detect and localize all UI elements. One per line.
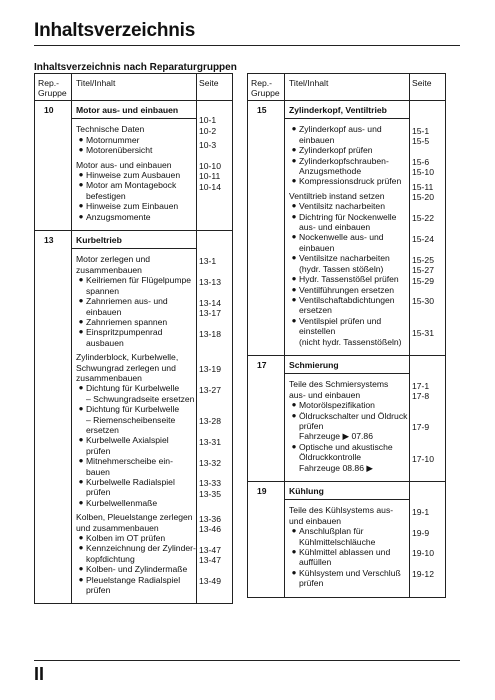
- section: [289, 505, 409, 588]
- list-item: [289, 232, 409, 253]
- header-group: Rep.- Gruppe: [38, 78, 67, 99]
- item-page: 15-27: [412, 265, 434, 276]
- bullet-icon: ●: [291, 124, 297, 134]
- item-page: 13-49: [199, 576, 221, 587]
- bullet-icon: ●: [291, 274, 297, 284]
- item-page: 15-30: [412, 296, 434, 307]
- list-item: [289, 285, 409, 295]
- item-text: Nockenwelle aus- und einbauen: [299, 232, 384, 253]
- group-title: Kurbeltrieb: [72, 235, 196, 249]
- bullet-icon: ●: [78, 543, 84, 553]
- group-title: Kühlung: [285, 486, 409, 500]
- group-number: [248, 101, 284, 355]
- section-pages: [412, 496, 445, 579]
- title-rule: [34, 45, 460, 46]
- bullet-icon: ●: [291, 284, 297, 294]
- bullet-icon: ●: [78, 497, 84, 507]
- bullet-icon: ●: [291, 526, 297, 536]
- item-page: 13-33: [199, 478, 221, 489]
- bullet-icon: ●: [291, 201, 297, 211]
- section-heading: Ventiltrieb instand setzen: [289, 190, 385, 201]
- list-item: [289, 568, 409, 589]
- section-heading: Technische Daten: [76, 124, 145, 135]
- item-page: 10-10: [199, 161, 221, 172]
- page-spacer: [412, 105, 445, 115]
- item-page: 13-35: [199, 488, 221, 499]
- item-page: 13-17: [199, 307, 221, 318]
- group-pages: [409, 101, 445, 355]
- header-title: Titel/Inhalt: [284, 74, 409, 100]
- bullet-icon: ●: [78, 533, 84, 543]
- page-spacer: [412, 486, 445, 496]
- group-content: [71, 101, 196, 230]
- item-text: Kühlmittel ablassen und auffüllen: [299, 547, 391, 568]
- item-page: 15-5: [412, 136, 430, 147]
- group-title: Zylinderkopf, Ventiltrieb: [285, 105, 409, 119]
- item-page: 19-10: [412, 548, 434, 559]
- document-title: Inhaltsverzeichnis: [34, 20, 196, 41]
- table-header: [248, 74, 445, 101]
- group-row: [248, 101, 445, 356]
- section: [289, 124, 409, 186]
- item-page: 10-2: [199, 125, 217, 136]
- list-item: [76, 275, 196, 296]
- table-header: [35, 74, 232, 101]
- group-pages: [196, 231, 232, 603]
- list-item: [76, 201, 196, 211]
- list-item: [76, 575, 196, 596]
- group-number-text: 17: [257, 359, 267, 370]
- item-page: 10-1: [199, 115, 217, 126]
- section-heading-page: 15-11: [412, 181, 434, 192]
- item-page: 13-47: [199, 555, 221, 566]
- section-pages: [199, 503, 232, 586]
- group-pages: [409, 482, 445, 597]
- toc-table-right: [247, 73, 446, 598]
- item-text: Mitnehmerscheibe ein- bauen: [86, 456, 173, 477]
- group-row: [35, 101, 232, 231]
- bullet-icon: ●: [291, 294, 297, 304]
- item-page: 13-47: [199, 544, 221, 555]
- bullet-icon: ●: [291, 410, 297, 420]
- bullet-icon: ●: [78, 574, 84, 584]
- bullet-icon: ●: [78, 456, 84, 466]
- item-page: 17-9: [412, 422, 430, 433]
- item-text: Kühlsystem und Verschluß prüfen: [299, 567, 401, 589]
- group-number: [248, 356, 284, 481]
- bullet-icon: ●: [78, 134, 84, 144]
- bullet-icon: ●: [78, 435, 84, 445]
- bullet-icon: ●: [291, 155, 297, 165]
- list-item: [76, 383, 196, 404]
- bullet-icon: ●: [78, 327, 84, 337]
- item-text: Dichtung für Kurbelwelle – Schwungradseite ersetzen: [86, 383, 195, 404]
- page-spacer: [199, 105, 232, 115]
- item-page: 10-11: [199, 171, 221, 182]
- item-text: Kurbelwelle Axialspiel prüfen: [86, 435, 169, 456]
- item-page: 13-28: [199, 415, 221, 426]
- list-item: [76, 135, 196, 145]
- list-item: [289, 201, 409, 211]
- section-pages: [199, 115, 232, 136]
- item-page: 19-9: [412, 527, 430, 538]
- section-heading-page: 13-36: [199, 513, 221, 524]
- item-page: 15-1: [412, 125, 430, 136]
- group-title: Motor aus- und einbauen: [72, 105, 196, 119]
- list-item: [76, 564, 196, 574]
- item-page: 13-13: [199, 276, 221, 287]
- group-pages: [409, 356, 445, 481]
- list-item: [289, 547, 409, 568]
- item-text: Ventilsitze nacharbeiten (hydr. Tassen stößeln): [299, 253, 390, 274]
- section-pages: [412, 115, 445, 177]
- footer-rule: [34, 660, 460, 661]
- item-page: 15-25: [412, 254, 434, 265]
- section: [289, 379, 409, 473]
- document-subtitle: Inhaltsverzeichnis nach Reparaturgruppen: [34, 62, 237, 73]
- bullet-icon: ●: [78, 145, 84, 155]
- item-text: Dichtung für Kurbelwelle – Riemenscheibenseite ersetzen: [86, 404, 180, 435]
- list-item: [289, 400, 409, 410]
- group-number: [35, 101, 71, 230]
- header-page: Seite: [196, 74, 232, 100]
- group-content: [284, 356, 409, 481]
- group-content: [284, 482, 409, 597]
- list-item: [289, 274, 409, 284]
- group-number: [248, 482, 284, 597]
- group-content: [71, 231, 196, 603]
- bullet-icon: ●: [291, 211, 297, 221]
- list-item: [289, 442, 409, 473]
- bullet-icon: ●: [291, 400, 297, 410]
- item-text: Motorenübersicht: [86, 145, 153, 156]
- list-item: [289, 316, 409, 347]
- item-text: Hydr. Tassenstößel prüfen: [299, 274, 399, 285]
- section-pages: [199, 140, 232, 192]
- list-item: [76, 327, 196, 348]
- item-page: 15-29: [412, 275, 434, 286]
- section-heading: Kolben, Pleuelstange zerlegen und zusammenbauen: [76, 512, 193, 533]
- bullet-icon: ●: [291, 567, 297, 577]
- bullet-icon: ●: [78, 201, 84, 211]
- list-item: [76, 145, 196, 155]
- item-text: Kennzeichnung der Zylinder- kopfdichtung: [86, 543, 196, 564]
- list-item: [289, 156, 409, 177]
- group-row: [248, 482, 445, 597]
- header-page: Seite: [409, 74, 445, 100]
- list-item: [76, 296, 196, 317]
- item-page: 15-10: [412, 167, 434, 178]
- list-item: [289, 212, 409, 233]
- item-text: Motorölspezifikation: [299, 400, 375, 411]
- bullet-icon: ●: [78, 170, 84, 180]
- list-item: [76, 498, 196, 508]
- toc-table-left: [34, 73, 233, 604]
- item-text: Zahnriemen spannen: [86, 316, 168, 327]
- item-text: Zylinderkopf aus- und einbauen: [299, 124, 382, 145]
- page-spacer: [199, 235, 232, 245]
- header-group: Rep.- Gruppe: [251, 78, 280, 99]
- item-text: Optische und akustische Öldruckkontrolle Fahrzeuge 08.86 ▶: [299, 441, 393, 473]
- bullet-icon: ●: [291, 441, 297, 451]
- list-item: [76, 404, 196, 435]
- item-text: Anzugsmomente: [86, 211, 151, 222]
- bullet-icon: ●: [78, 211, 84, 221]
- section-heading-page: 13-1: [199, 255, 217, 266]
- item-text: Kompressionsdruck prüfen: [299, 176, 402, 187]
- bullet-icon: ●: [291, 232, 297, 242]
- section-pages: [412, 370, 445, 464]
- item-text: Dichtring für Nockenwelle aus- und einbauen: [299, 211, 397, 233]
- group-row: [248, 356, 445, 482]
- list-item: [76, 180, 196, 201]
- item-page: 15-22: [412, 213, 434, 224]
- group-number-text: 13: [44, 235, 54, 246]
- list-item: [76, 456, 196, 477]
- bullet-icon: ●: [291, 253, 297, 263]
- list-item: [76, 435, 196, 456]
- list-item: [289, 526, 409, 547]
- section: [76, 254, 196, 348]
- section-pages: [412, 182, 445, 338]
- section: [76, 352, 196, 508]
- list-item: [289, 253, 409, 274]
- section-heading: Teile des Kühlsystems aus- und einbauen: [289, 505, 394, 526]
- section-heading: Motor aus- und einbauen: [76, 159, 172, 170]
- list-item: [76, 533, 196, 543]
- bullet-icon: ●: [78, 477, 84, 486]
- item-text: Motornummer: [86, 134, 140, 145]
- section-heading: Teile des Schmiersystems aus- und einbauen: [289, 379, 389, 400]
- section-heading-page: 13-19: [199, 363, 221, 374]
- item-page: 15-31: [412, 327, 434, 338]
- item-text: Zahnriemen aus- und einbauen: [86, 296, 168, 317]
- section-heading-page: 17-1: [412, 380, 430, 391]
- item-text: Zylinderkopf prüfen: [299, 145, 373, 156]
- section-pages: [199, 343, 232, 499]
- item-page: 13-46: [199, 524, 221, 535]
- list-item: [76, 212, 196, 222]
- list-item: [76, 477, 196, 498]
- item-text: Keilriemen für Flügelpumpe spannen: [86, 275, 192, 296]
- item-page: 13-14: [199, 297, 221, 308]
- bullet-icon: ●: [291, 315, 297, 325]
- item-text: Ventilschaftabdichtungen ersetzen: [299, 294, 395, 316]
- item-page: 13-27: [199, 384, 221, 395]
- item-text: Kurbelwellenmaße: [86, 497, 158, 508]
- section-heading-page: 19-1: [412, 506, 430, 517]
- item-text: Pleuelstange Radialspiel prüfen: [86, 574, 181, 596]
- bullet-icon: ●: [78, 275, 84, 285]
- group-row: [35, 231, 232, 603]
- item-text: Anschlußplan für Kühlmittelschläuche: [299, 526, 376, 547]
- group-pages: [196, 101, 232, 230]
- item-page: 15-20: [412, 192, 434, 203]
- item-page: 13-18: [199, 328, 221, 339]
- list-item: [289, 295, 409, 316]
- section: [289, 191, 409, 347]
- section: [76, 124, 196, 155]
- item-text: Kurbelwelle Radialspiel prüfen: [86, 477, 175, 498]
- page-number: II: [34, 664, 45, 684]
- bullet-icon: ●: [291, 145, 297, 155]
- item-page: 10-14: [199, 181, 221, 192]
- item-text: Ventilspiel prüfen und einstellen (nicht hydr. Tassenstößeln): [299, 315, 402, 347]
- item-text: Öldruckschalter und Öldruck prüfen Fahrzeuge ▶ 07.86: [299, 410, 408, 442]
- item-page: 15-24: [412, 233, 434, 244]
- bullet-icon: ●: [78, 296, 84, 306]
- group-number-text: 19: [257, 486, 267, 496]
- item-text: Kolben- und Zylindermaße: [86, 564, 188, 575]
- item-text: Hinweise zum Ausbauen: [86, 170, 181, 181]
- list-item: [289, 176, 409, 186]
- bullet-icon: ●: [291, 547, 297, 557]
- list-item: [289, 411, 409, 442]
- group-content: [284, 101, 409, 355]
- list-item: [76, 543, 196, 564]
- bullet-icon: ●: [78, 383, 84, 393]
- section-pages: [199, 245, 232, 339]
- list-item: [76, 317, 196, 327]
- group-number-text: 15: [257, 105, 267, 115]
- list-item: [289, 145, 409, 155]
- item-page: 13-32: [199, 457, 221, 468]
- page-spacer: [412, 360, 445, 370]
- bullet-icon: ●: [291, 176, 297, 186]
- list-item: [76, 170, 196, 180]
- item-text: Ventilführungen ersetzen: [299, 284, 395, 295]
- item-text: Kolben im OT prüfen: [86, 533, 166, 544]
- bullet-icon: ●: [78, 404, 84, 414]
- item-page: 19-12: [412, 569, 434, 580]
- section: [76, 512, 196, 595]
- bullet-icon: ●: [78, 316, 84, 326]
- item-page: 15-6: [412, 157, 430, 168]
- item-page: 17-10: [412, 453, 434, 464]
- bullet-icon: ●: [78, 564, 84, 574]
- section-heading: Motor zerlegen und zusammenbauen: [76, 254, 151, 275]
- group-title: Schmierung: [285, 360, 409, 374]
- item-text: Ventilsitz nacharbeiten: [299, 201, 385, 212]
- group-number-text: 10: [44, 105, 54, 115]
- list-item: [289, 124, 409, 145]
- header-title: Titel/Inhalt: [71, 74, 196, 100]
- section-heading: Zylinderblock, Kurbelwelle, Schwungrad zerlegen und zusammenbauen: [76, 352, 179, 383]
- item-page: 10-3: [199, 140, 217, 151]
- item-page: 17-8: [412, 391, 430, 402]
- bullet-icon: ●: [78, 180, 84, 190]
- item-page: 13-31: [199, 436, 221, 447]
- group-number: [35, 231, 71, 603]
- item-text: Hinweise zum Einbauen: [86, 201, 179, 212]
- item-text: Motor am Montagebock befestigen: [86, 180, 177, 201]
- item-text: Einspritzpumpenrad ausbauen: [86, 327, 163, 348]
- section: [76, 160, 196, 222]
- item-text: Zylinderkopfschrauben- Anzugsmethode: [299, 155, 389, 177]
